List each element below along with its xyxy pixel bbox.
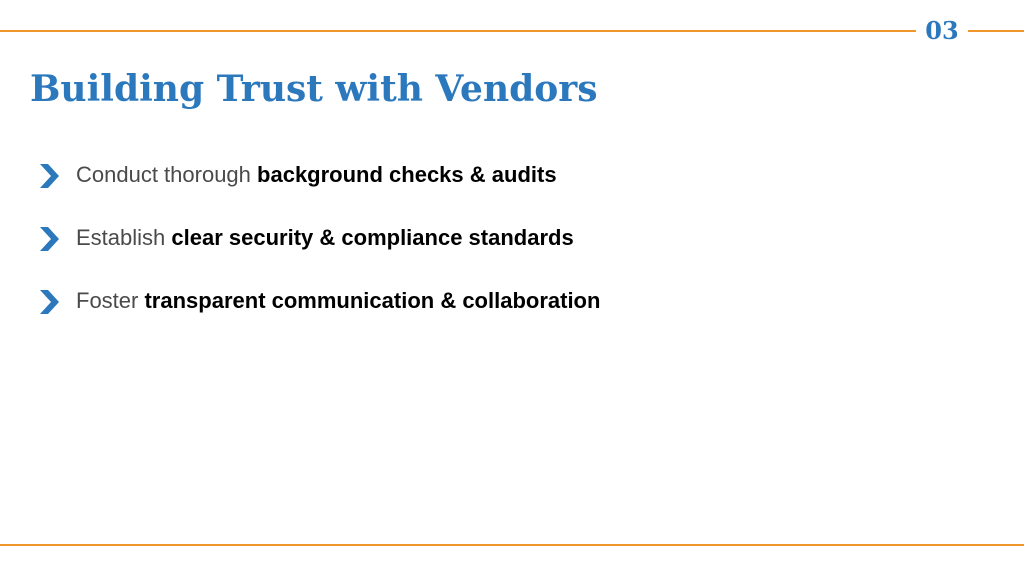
bullet-item xyxy=(36,281,600,321)
bullet-item xyxy=(36,155,600,195)
bullet-text-emphasis: transparent communication & collaboration xyxy=(144,288,601,313)
top-rule-right xyxy=(968,30,1024,32)
top-rule-left xyxy=(0,30,916,32)
page-number: 03 xyxy=(925,16,959,45)
bullet-text-plain: Foster xyxy=(76,288,139,313)
bullet-text-plain: Conduct thorough xyxy=(76,162,251,187)
bullet-text-plain: Establish xyxy=(76,225,166,250)
bullet-text-emphasis: background checks & audits xyxy=(257,162,557,187)
bottom-rule xyxy=(0,544,1024,546)
chevron-right-icon xyxy=(36,163,62,189)
bullet-list xyxy=(36,155,600,344)
chevron-right-icon xyxy=(36,226,62,252)
slide-title: Building Trust with Vendors xyxy=(30,68,598,110)
chevron-right-icon xyxy=(36,289,62,315)
bullet-text-emphasis: clear security & compliance standards xyxy=(171,225,574,250)
bullet-item xyxy=(36,218,600,258)
